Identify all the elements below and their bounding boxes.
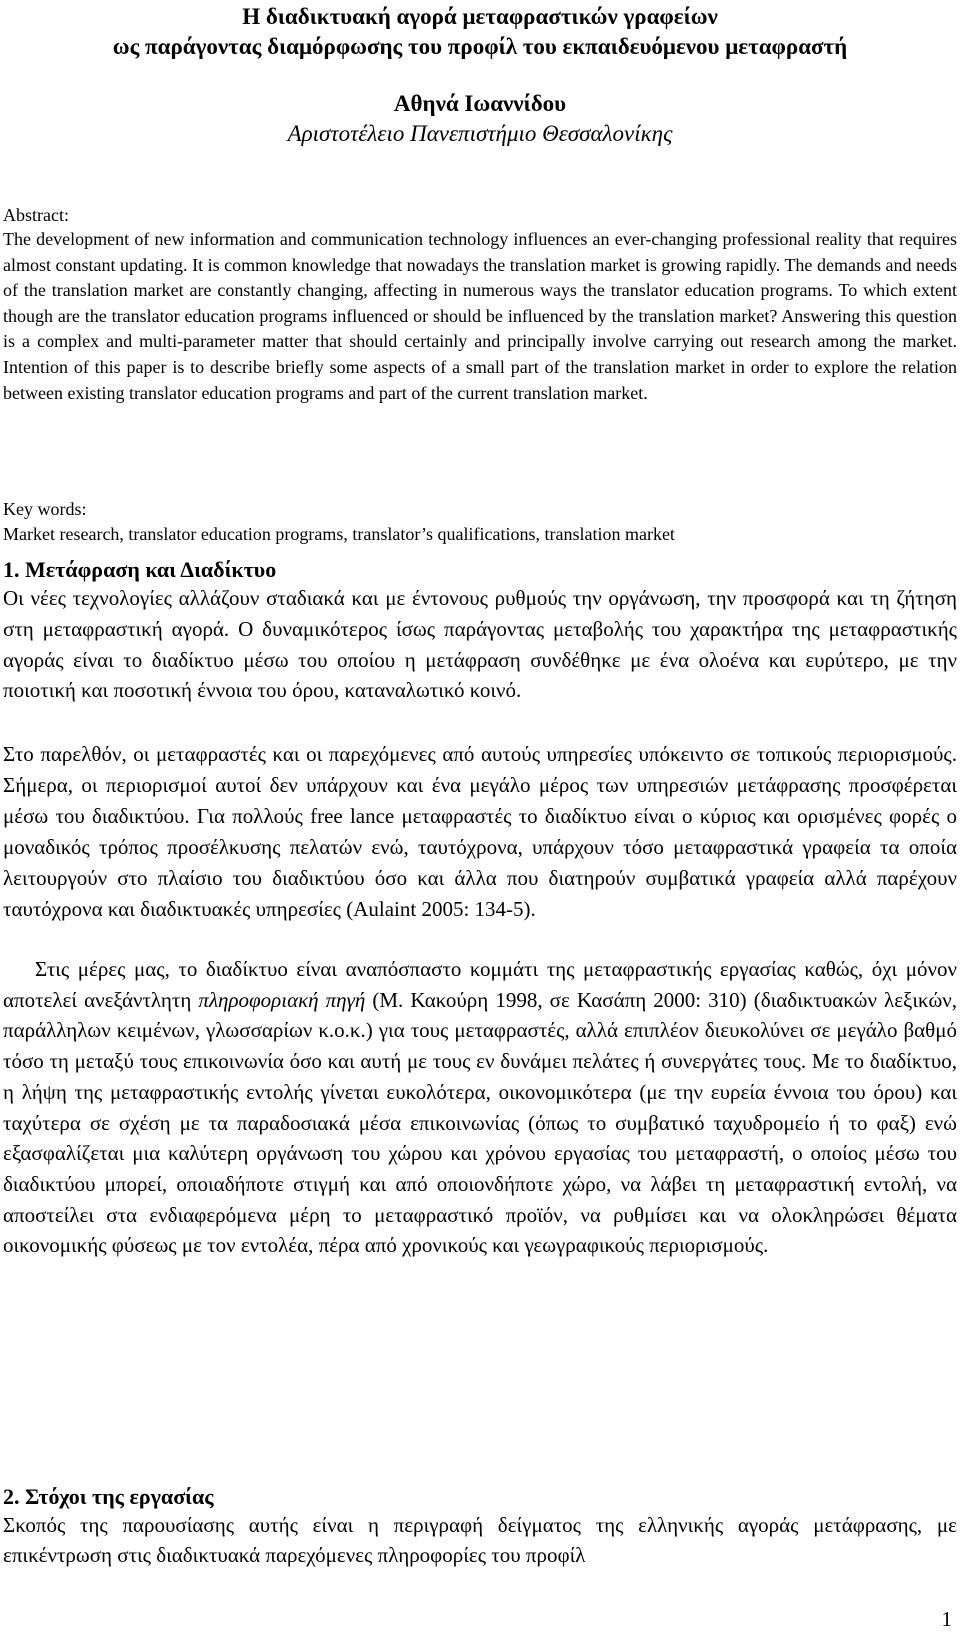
keywords-text: Market research, translator education programs, translator’s qualifications, translation market — [3, 524, 675, 544]
abstract-label: Abstract: — [3, 205, 69, 225]
author-affiliation: Αριστοτέλειο Πανεπιστήμιο Θεσσαλονίκης — [287, 121, 673, 146]
section-1-heading: 1. Μετάφραση και Διαδίκτυο — [3, 557, 277, 582]
title-line-2: ως παράγοντας διαμόρφωσης του προφίλ του εκπαιδευόμενου μεταφραστή — [112, 34, 848, 59]
paragraph-3-text-before: Στις μέρες μας, το διαδίκτυο είναι αναπόσπαστο κομμάτι της μεταφραστικής εργασίας καθώς, όχι μόνον αποτελεί ανεξάντλητη — [3, 957, 957, 1012]
paragraph-3-italic-term: πληροφοριακή πηγή — [198, 987, 366, 1012]
section-2-heading: 2. Στόχοι της εργασίας — [3, 1484, 214, 1509]
title-line-1: Η διαδικτυακή αγορά μεταφραστικών γραφείων — [242, 4, 718, 29]
paragraph-3-text-after: (Μ. Κακούρη 1998, σε Κασάπη 2000: 310) (διαδικτυακών λεξικών, παράλληλων κειμένων, γλωσσαρίων κ.ο.κ.) για τους μεταφραστές, αλλά επιπλέον διευκολύνει σε μεγάλο βαθμό τόσο τη μεταξύ τους επικοινωνία όσο και αυτή με τους εν δυνάμει πελάτες ή συνεργάτες τους. Με το διαδίκτυο, η λήψη της μεταφραστικής εντολής γίνεται ευκολότερα, οικονομικότερα (με την ευρεία έννοια του όρου) και ταχύτερα σε σχέση με τα παραδοσιακά μέσα επικοινωνίας (όπως το συμβατικό ταχυδρομείο ή το φαξ) ενώ εξασφαλίζεται μια καλύτερη οργάνωση του χώρου και χρόνου εργασίας του μεταφραστή, ο οποίος μέσω του διαδικτύου μπορεί, οποιαδήποτε στιγμή και από οποιονδήποτε χώρο, να λάβει τη μεταφραστική εντολή, να αποστείλει στα ενδιαφερόμενα μέρη το μεταφραστικό προϊόν, να ρυθμίσει και να ολοκληρώσει θέματα οικονομικής φύσεως με τον εντολέα, πέρα από χρονικούς και γεωγραφικούς περιορισμούς. — [3, 987, 958, 1258]
author-name: Αθηνά Ιωαννίδου — [393, 91, 567, 116]
abstract-text: The development of new information and communication technology influences an ever-changing professional reality that requires almost constant updating. It is common knowledge that nowadays the translation market is growing rapidly. The demands and needs of the translation market are constantly changing, affecting in numerous ways the translator education programs. To which extent though are the translator education programs influenced or should be influenced by the translation market? Answering this question is a complex and multi-parameter matter that should certainly and principally involve carrying out research among the market. Intention of this paper is to describe briefly some aspects of a small part of the translation market in order to explore the relation between existing translator education programs and part of the current translation market. — [3, 229, 957, 403]
paper-title — [0, 2, 960, 62]
keywords-label: Key words: — [3, 499, 87, 519]
section-1-paragraph-2: Στο παρελθόν, οι μεταφραστές και οι παρεχόμενες από αυτούς υπηρεσίες υπόκειντο σε τοπικούς περιορισμούς. Σήμερα, οι περιορισμοί αυτοί δεν υπάρχουν και ένα μεγάλο μέρος των υπηρεσιών μετάφρασης προσφέρεται μέσω του διαδικτύου. Για πολλούς free lance μεταφραστές το διαδίκτυο είναι ο κύριος και ορισμένες φορές ο μοναδικός τρόπος προσέλκυσης πελατών ενώ, ταυτόχρονα, υπάρχουν τόσο μεταφραστικά γραφεία τα οποία λειτουργούν στο πλαίσιο του διαδικτύου όσο και άλλα που διατηρούν συμβατικά γραφεία αλλά παρέχουν ταυτόχρονα και διαδικτυακές υπηρεσίες (Aulaint 2005: 134-5). — [3, 742, 957, 921]
section-1-paragraph-3 — [3, 954, 957, 1261]
section-1-paragraph-1: Οι νέες τεχνολογίες αλλάζουν σταδιακά και με έντονους ρυθμούς την οργάνωση, την προσφορά και τη ζήτηση στη μεταφραστική αγορά. Ο δυναμικότερος ίσως παράγοντας μεταβολής του χαρακτήρα της μεταφραστικής αγοράς είναι το διαδίκτυο μέσω του οποίου η μετάφραση συνδέθηκε με ένα ολοένα και ευρύτερο, με την ποιοτική και ποσοτική έννοια του όρου, καταναλωτικό κοινό. — [3, 586, 957, 703]
section-2-paragraph-1: Σκοπός της παρουσίασης αυτής είναι η περιγραφή δείγματος της ελληνικής αγοράς μετάφρασης, με επικέντρωση στις διαδικτυακά παρεχόμενες πληροφορίες του προφίλ — [3, 1513, 957, 1567]
page-number: 1 — [941, 1607, 952, 1631]
